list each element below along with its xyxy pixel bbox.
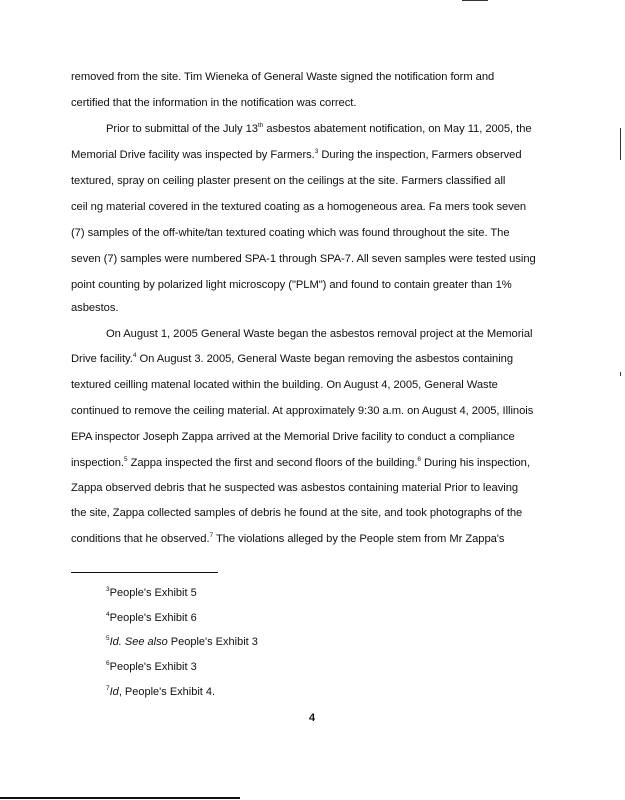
body-line: textured, spray on ceiling plaster present on the ceilings at the site. Farmers classified all xyxy=(71,175,506,187)
footnote: $^7$Id, People's Exhibit 4. xyxy=(106,685,216,698)
scan-artifact xyxy=(462,0,488,1)
body-line: textured ceilling matenal located within the building. On August 4, 2005, General Waste xyxy=(71,379,498,391)
body-line: (7) samples of the off-white/tan textured coating which was found throughout the site. The xyxy=(71,227,510,239)
body-line: asbestos. xyxy=(71,302,119,314)
body-line: ceil ng material covered in the textured coating as a homogeneous area. Fa mers took seven xyxy=(71,201,527,213)
body-line: point counting by polarized light microscopy ("PLM") and found to contain greater than 1% xyxy=(71,279,512,291)
body-line: removed from the site. Tim Wieneka of General Waste signed the notification form and xyxy=(71,71,495,83)
scan-artifact xyxy=(620,372,621,376)
scan-artifact xyxy=(0,797,240,799)
body-line: Memorial Drive facility was inspected by Farmers.$^3$ During the inspection, Farmers observed xyxy=(71,148,522,161)
body-line: seven (7) samples were numbered SPA-1 through SPA-7. All seven samples were tested using xyxy=(71,253,536,265)
footnote: $^4$People's Exhibit 6 xyxy=(106,611,197,624)
body-line: Prior to submittal of the July 13th asbestos abatement notification, on May 11, 2005, the xyxy=(106,122,532,135)
body-line: Drive facility.$^4$ On August 3. 2005, General Waste began removing the asbestos containing xyxy=(71,352,514,365)
footnote: $^5$Id. See also People's Exhibit 3 xyxy=(106,635,258,648)
page-number: 4 xyxy=(308,712,316,724)
body-line: conditions that he observed.$^7$ The violations alleged by the People stem from Mr Zappa's xyxy=(71,532,505,545)
body-line: continued to remove the ceiling material. At approximately 9:30 a.m. on August 4, 2005, Illinois xyxy=(71,405,534,417)
footnote: $^6$People's Exhibit 3 xyxy=(106,660,197,673)
body-line: On August 1, 2005 General Waste began the asbestos removal project at the Memorial xyxy=(106,328,533,340)
body-line: certified that the information in the notification was correct. xyxy=(71,97,357,109)
body-line: EPA inspector Joseph Zappa arrived at the Memorial Drive facility to conduct a compliance xyxy=(71,431,515,443)
body-line: inspection.$^5$ Zappa inspected the first and second floors of the building.$^6$ During his inspection, xyxy=(71,456,530,469)
body-line: the site, Zappa collected samples of debris he found at the site, and took photographs of the xyxy=(71,507,523,519)
footnote: $^3$People's Exhibit 5 xyxy=(106,586,197,599)
footnote-separator xyxy=(71,572,218,573)
scan-artifact xyxy=(620,128,621,160)
body-line: Zappa observed debris that he suspected was asbestos containing material Prior to leaving xyxy=(71,482,519,494)
